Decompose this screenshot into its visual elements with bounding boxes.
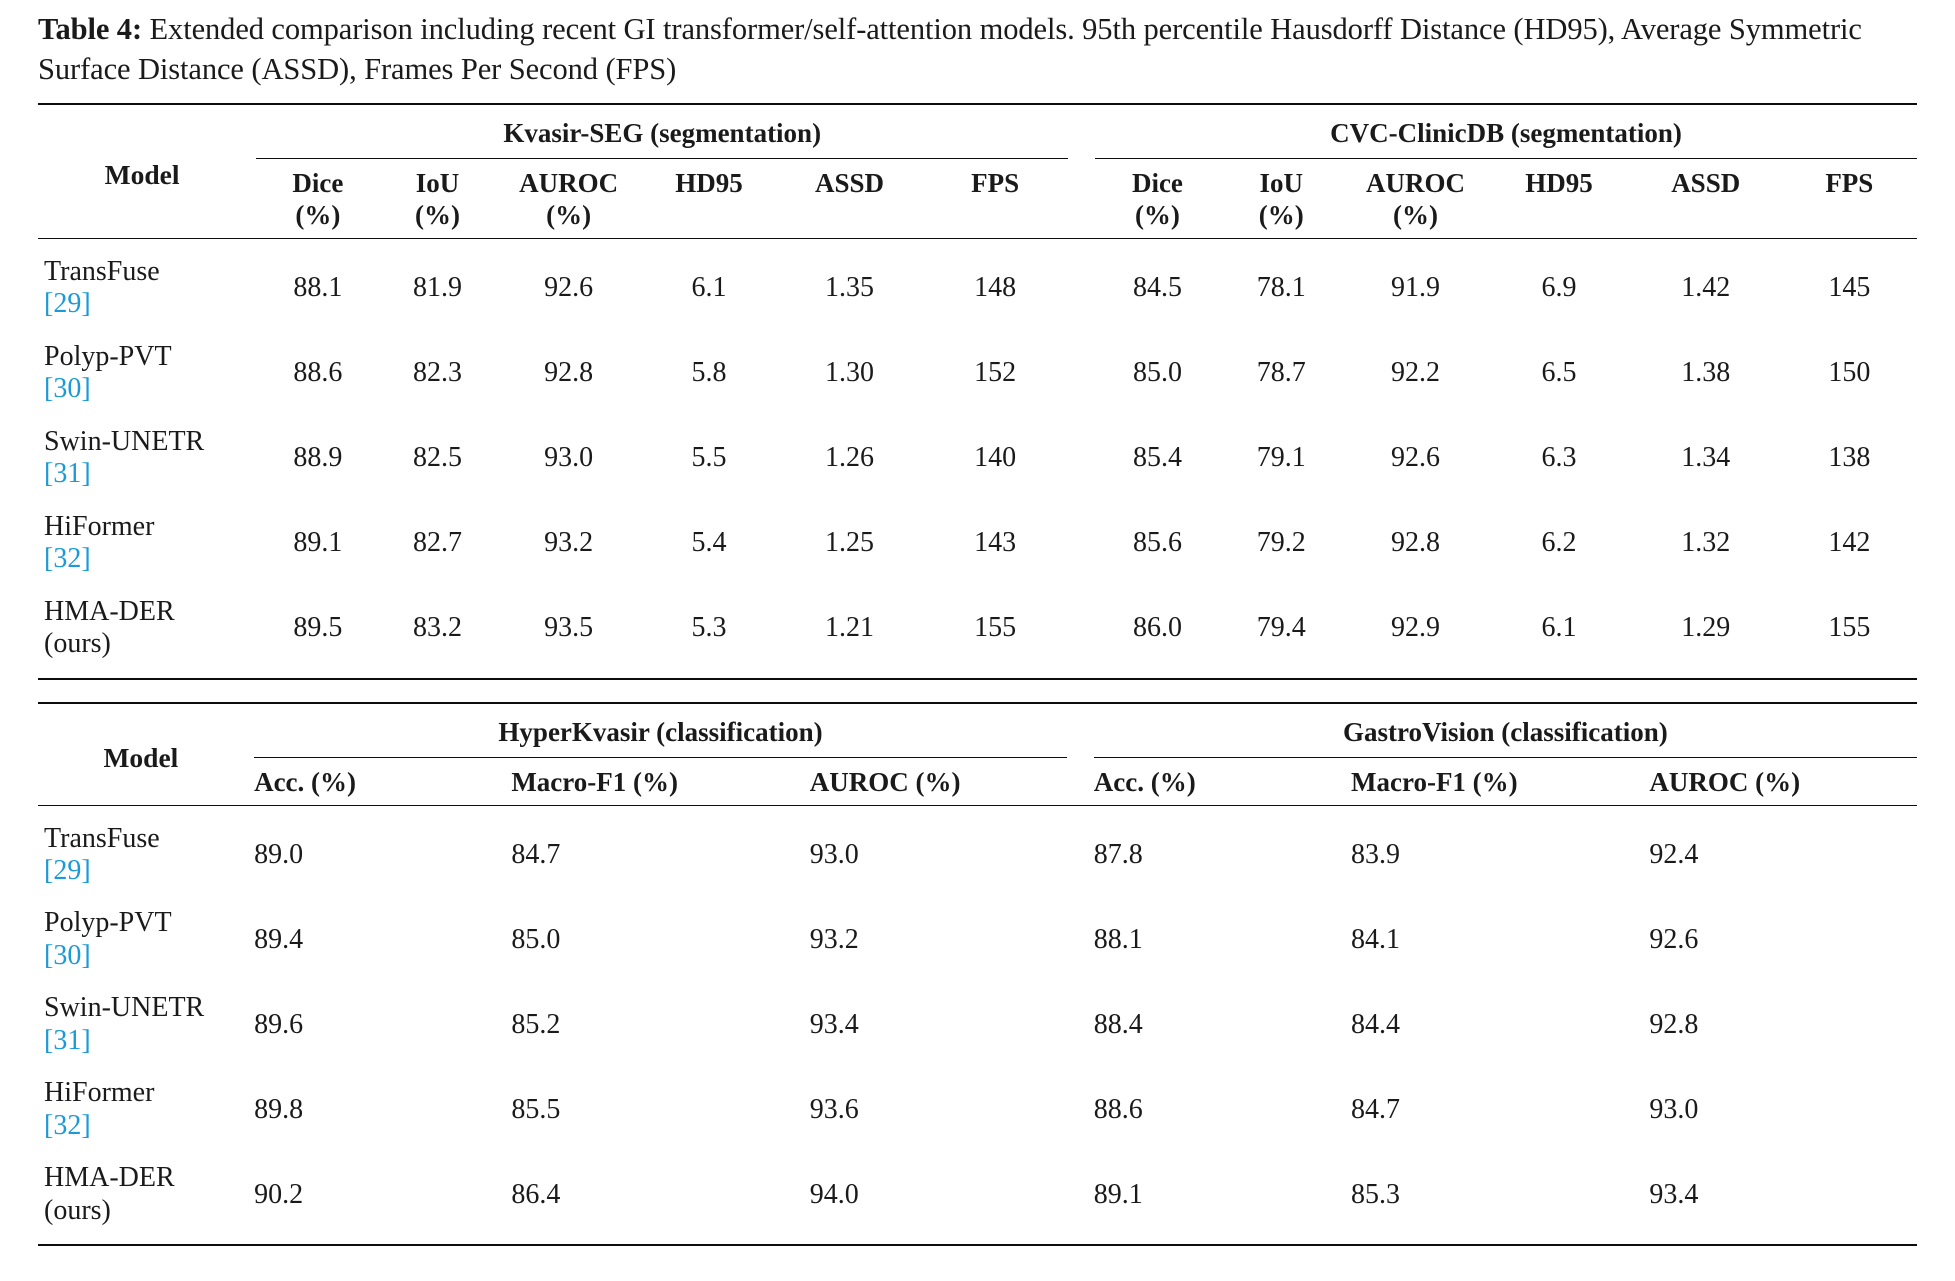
col-header-cvc-iou [1220, 159, 1343, 239]
spacer-cell [1068, 501, 1095, 586]
cell-kvasir-assd: 1.21 [824, 612, 874, 644]
segmentation-column-header-row [38, 159, 1917, 239]
model-name: HiFormer [44, 510, 155, 542]
group-header-hyperkvasir: HyperKvasir (classification) [254, 711, 1067, 758]
cell-cvc-assd: 1.42 [1681, 272, 1731, 304]
cell-cvc-fps: 145 [1828, 272, 1871, 304]
table-row [38, 586, 1917, 671]
cell-cvc-assd: 1.32 [1681, 527, 1731, 559]
spacer-cell [1068, 586, 1095, 671]
caption-label: Table 4: [38, 12, 142, 46]
cell-kvasir-assd: 1.26 [824, 442, 874, 474]
cell-hyperkvasir-macrof1: 85.2 [511, 1008, 561, 1040]
cell-cvc-assd: 1.29 [1681, 612, 1731, 644]
spacer-cell [1068, 331, 1095, 416]
cell-kvasir-dice: 88.6 [293, 357, 343, 389]
cell-kvasir-assd: 1.25 [824, 527, 874, 559]
row-model-transfuse [38, 813, 244, 898]
spacer-cell [244, 757, 254, 805]
cell-gastrovision-auroc: 92.6 [1649, 923, 1699, 955]
col-header-kvasir-auroc [496, 159, 642, 239]
citation-link[interactable]: [29] [44, 288, 91, 320]
cell-cvc-dice: 86.0 [1132, 612, 1182, 644]
grp-pad-mid [1067, 711, 1094, 758]
cell-kvasir-dice: 89.1 [293, 527, 343, 559]
col-header-cvc-assd: ASSD [1671, 168, 1741, 199]
col-label: IoU [1259, 168, 1303, 199]
cell-cvc-iou: 78.1 [1256, 272, 1306, 304]
spacer-cell [1067, 813, 1094, 898]
cell-gastrovision-auroc: 92.8 [1649, 1008, 1699, 1040]
col-label: Dice [1131, 168, 1183, 199]
col-header-kvasir-fps: FPS [971, 168, 1020, 199]
col-unit: (%) [415, 200, 460, 231]
model-name: Polyp-PVT [44, 340, 172, 372]
spacer-cell [244, 1067, 254, 1152]
cell-hyperkvasir-auroc: 93.2 [809, 923, 859, 955]
table-row [38, 1152, 1917, 1237]
cell-cvc-hd95: 6.5 [1541, 357, 1577, 389]
col-header-kvasir-dice [256, 159, 379, 239]
spacer-cell [244, 982, 254, 1067]
cell-gastrovision-auroc: 93.4 [1649, 1178, 1699, 1210]
col-header-gastrovision-acc: Acc. (%) [1093, 766, 1196, 797]
segmentation-table [38, 103, 1917, 679]
cell-kvasir-fps: 152 [974, 357, 1017, 389]
cell-cvc-dice: 85.4 [1132, 442, 1182, 474]
cell-cvc-dice: 85.6 [1132, 527, 1182, 559]
col-header-hyperkvasir-acc: Acc. (%) [254, 766, 357, 797]
cell-cvc-hd95: 6.9 [1541, 272, 1577, 304]
cell-gastrovision-acc: 89.1 [1093, 1178, 1143, 1210]
cell-cvc-auroc: 92.6 [1390, 442, 1440, 474]
cell-cvc-iou: 79.2 [1256, 527, 1306, 559]
table-row [38, 1067, 1917, 1152]
cell-kvasir-hd95: 5.3 [691, 612, 727, 644]
cell-gastrovision-macrof1: 84.4 [1350, 1008, 1400, 1040]
col-header-cvc-dice [1095, 159, 1220, 239]
cell-cvc-hd95: 6.1 [1541, 612, 1577, 644]
spacer-cell [244, 1152, 254, 1237]
cell-cvc-auroc: 92.9 [1390, 612, 1440, 644]
spacer-cell [1067, 982, 1094, 1067]
model-name: Polyp-PVT [44, 907, 172, 939]
cell-kvasir-fps: 143 [974, 527, 1017, 559]
table-row [38, 813, 1917, 898]
segmentation-model-header: Model [104, 159, 180, 191]
row-model-hiformer [38, 501, 246, 586]
col-header-kvasir-assd: ASSD [814, 168, 884, 199]
table-row [38, 246, 1917, 331]
citation-link[interactable]: [32] [44, 543, 91, 575]
col-label: AUROC [1365, 168, 1465, 199]
grp-pad-mid [1068, 112, 1095, 159]
col-unit: (%) [295, 200, 341, 231]
citation-link[interactable]: [30] [44, 373, 91, 405]
cell-hyperkvasir-auroc: 93.6 [809, 1093, 859, 1125]
table-row [38, 897, 1917, 982]
cell-cvc-auroc: 91.9 [1390, 272, 1440, 304]
spacer-cell [246, 331, 256, 416]
citation-link[interactable]: [31] [44, 458, 91, 490]
col-header-kvasir-hd95: HD95 [675, 168, 743, 199]
spacer-cell [246, 586, 256, 671]
cell-hyperkvasir-acc: 89.8 [254, 1093, 304, 1125]
col-header-cvc-hd95: HD95 [1525, 168, 1593, 199]
classification-model-header: Model [103, 741, 179, 773]
cell-cvc-fps: 155 [1828, 612, 1871, 644]
cell-kvasir-assd: 1.35 [824, 272, 874, 304]
cell-kvasir-iou: 82.5 [412, 442, 462, 474]
row-model-hiformer [38, 1067, 244, 1152]
table-row [38, 331, 1917, 416]
col-label: IoU [415, 168, 460, 199]
classification-column-header-row [38, 757, 1917, 805]
row-model-polyp-pvt [38, 331, 246, 416]
col-unit: (%) [1392, 200, 1438, 231]
col-unit: (%) [546, 200, 592, 231]
spacer-cell [1067, 897, 1094, 982]
model-name: HMA-DER [44, 1162, 175, 1194]
cell-kvasir-hd95: 5.4 [691, 527, 727, 559]
table-row [38, 982, 1917, 1067]
model-name: HiFormer [44, 1077, 155, 1109]
cell-hyperkvasir-macrof1: 86.4 [511, 1178, 561, 1210]
spacer-cell [246, 159, 256, 239]
col-header-cvc-fps: FPS [1825, 168, 1874, 199]
cell-gastrovision-macrof1: 83.9 [1350, 839, 1400, 871]
cell-hyperkvasir-acc: 89.0 [254, 839, 304, 871]
cell-cvc-fps: 138 [1828, 442, 1871, 474]
table-row [38, 501, 1917, 586]
cell-kvasir-auroc: 93.5 [544, 612, 594, 644]
cell-cvc-dice: 84.5 [1132, 272, 1182, 304]
model-name: Swin-UNETR [44, 992, 205, 1024]
col-header-hyperkvasir-macrof1: Macro-F1 (%) [511, 766, 679, 797]
cell-kvasir-auroc: 93.2 [544, 527, 594, 559]
cell-cvc-fps: 142 [1828, 527, 1871, 559]
spacer-cell [244, 813, 254, 898]
cell-gastrovision-acc: 87.8 [1093, 839, 1143, 871]
model-name: HMA-DER [44, 595, 175, 627]
cell-kvasir-dice: 88.9 [293, 442, 343, 474]
col-header-hyperkvasir-auroc: AUROC (%) [809, 766, 961, 797]
spacer-cell [1067, 1067, 1094, 1152]
citation-link[interactable]: [32] [44, 1109, 91, 1141]
spacer-cell [1068, 246, 1095, 331]
cell-cvc-assd: 1.38 [1681, 357, 1731, 389]
model-name: Swin-UNETR [44, 425, 205, 457]
citation-link[interactable]: [31] [44, 1024, 91, 1056]
section-gap [38, 680, 1917, 702]
cell-hyperkvasir-macrof1: 85.5 [511, 1093, 561, 1125]
row-model-swin-unetr [38, 982, 244, 1067]
cell-cvc-hd95: 6.3 [1541, 442, 1577, 474]
cell-kvasir-auroc: 92.6 [544, 272, 594, 304]
cell-kvasir-hd95: 6.1 [691, 272, 727, 304]
col-label: AUROC [519, 168, 619, 199]
cell-hyperkvasir-acc: 89.4 [254, 923, 304, 955]
cell-kvasir-fps: 155 [974, 612, 1017, 644]
spacer-cell [246, 246, 256, 331]
cell-cvc-auroc: 92.2 [1390, 357, 1440, 389]
cell-hyperkvasir-macrof1: 85.0 [511, 923, 561, 955]
spacer-cell [1068, 159, 1095, 239]
group-header-cvc-clinicdb: CVC-ClinicDB (segmentation) [1095, 112, 1917, 159]
cell-hyperkvasir-macrof1: 84.7 [511, 839, 561, 871]
spacer-cell [1067, 757, 1094, 805]
spacer-cell [246, 501, 256, 586]
classification-table [38, 702, 1917, 1247]
cell-cvc-fps: 150 [1828, 357, 1871, 389]
cell-cvc-auroc: 92.8 [1390, 527, 1440, 559]
cell-kvasir-assd: 1.30 [824, 357, 874, 389]
cell-kvasir-hd95: 5.5 [691, 442, 727, 474]
row-model-transfuse [38, 246, 246, 331]
col-label: Dice [292, 168, 344, 199]
col-header-gastrovision-macrof1: Macro-F1 (%) [1350, 766, 1518, 797]
cell-hyperkvasir-auroc: 93.4 [809, 1008, 859, 1040]
cell-gastrovision-macrof1: 84.7 [1350, 1093, 1400, 1125]
spacer-cell [1068, 416, 1095, 501]
cell-hyperkvasir-auroc: 94.0 [809, 1178, 859, 1210]
row-model-hma-der [38, 1152, 244, 1237]
cell-kvasir-fps: 140 [974, 442, 1017, 474]
ours-label: (ours) [44, 628, 111, 660]
spacer-cell [244, 897, 254, 982]
cell-cvc-iou: 79.4 [1256, 612, 1306, 644]
row-model-polyp-pvt [38, 897, 244, 982]
cell-gastrovision-auroc: 92.4 [1649, 839, 1699, 871]
cell-gastrovision-acc: 88.4 [1093, 1008, 1143, 1040]
row-model-swin-unetr [38, 416, 246, 501]
group-header-gastrovision: GastroVision (classification) [1094, 711, 1917, 758]
group-header-kvasir-seg: Kvasir-SEG (segmentation) [256, 112, 1068, 159]
cell-kvasir-iou: 81.9 [412, 272, 462, 304]
cell-cvc-iou: 78.7 [1256, 357, 1306, 389]
cell-gastrovision-auroc: 93.0 [1649, 1093, 1699, 1125]
cell-cvc-hd95: 6.2 [1541, 527, 1577, 559]
grp-pad-left [244, 711, 254, 758]
table-caption [38, 10, 1917, 89]
cell-kvasir-dice: 89.5 [293, 612, 343, 644]
cell-cvc-iou: 79.1 [1256, 442, 1306, 474]
model-name: TransFuse [44, 822, 160, 854]
cell-kvasir-iou: 82.3 [412, 357, 462, 389]
cell-cvc-dice: 85.0 [1132, 357, 1182, 389]
grp-pad-left [246, 112, 256, 159]
col-header-cvc-auroc [1343, 159, 1489, 239]
cell-hyperkvasir-acc: 90.2 [254, 1178, 304, 1210]
cell-kvasir-fps: 148 [974, 272, 1017, 304]
cell-kvasir-iou: 83.2 [412, 612, 462, 644]
classification-bottom-rule [38, 1245, 1917, 1246]
citation-link[interactable]: [30] [44, 939, 91, 971]
table-row [38, 416, 1917, 501]
spacer-cell [1067, 1152, 1094, 1237]
cell-gastrovision-acc: 88.1 [1093, 923, 1143, 955]
col-header-gastrovision-auroc: AUROC (%) [1649, 766, 1801, 797]
cell-hyperkvasir-auroc: 93.0 [809, 839, 859, 871]
col-unit: (%) [1134, 200, 1180, 231]
cell-kvasir-dice: 88.1 [293, 272, 343, 304]
segmentation-group-header-row [38, 112, 1917, 159]
classification-group-header-row [38, 711, 1917, 758]
spacer-cell [246, 416, 256, 501]
row-model-hma-der [38, 586, 246, 671]
model-name: TransFuse [44, 256, 160, 287]
cell-kvasir-auroc: 93.0 [544, 442, 594, 474]
cell-hyperkvasir-acc: 89.6 [254, 1008, 304, 1040]
cell-cvc-assd: 1.34 [1681, 442, 1731, 474]
col-unit: (%) [1258, 200, 1304, 231]
col-header-kvasir-iou [379, 159, 496, 239]
ours-label: (ours) [44, 1194, 111, 1226]
caption-text: Extended comparison including recent GI transformer/self-attention models. 95th percentile Hausdorff Distance (HD95), Average Symmetric Surface Distance (ASSD), Frames Per Second (FPS) [38, 12, 1862, 86]
citation-link[interactable]: [29] [44, 855, 91, 887]
cell-gastrovision-macrof1: 85.3 [1350, 1178, 1400, 1210]
cell-kvasir-hd95: 5.8 [691, 357, 727, 389]
cell-gastrovision-macrof1: 84.1 [1350, 923, 1400, 955]
cell-kvasir-auroc: 92.8 [544, 357, 594, 389]
cell-kvasir-iou: 82.7 [412, 527, 462, 559]
cell-gastrovision-acc: 88.6 [1093, 1093, 1143, 1125]
